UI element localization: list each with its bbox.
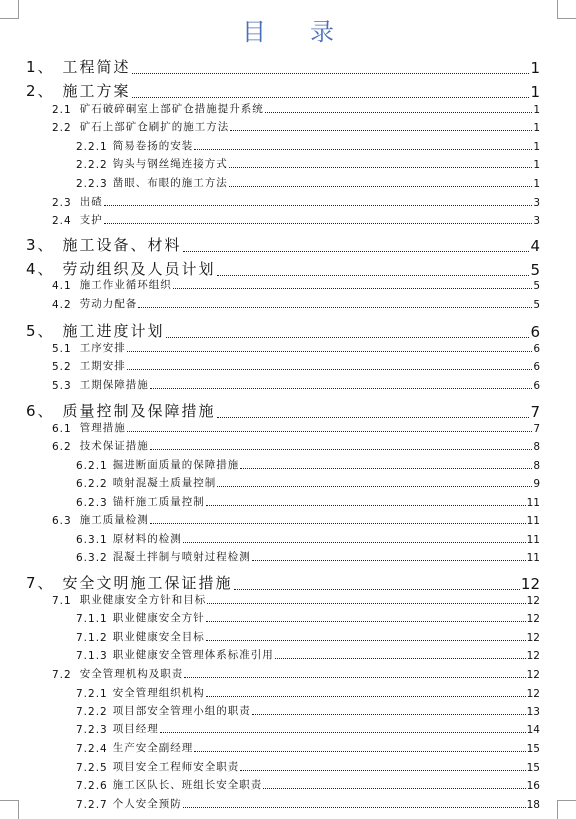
toc-entry-title: 支护 [79, 214, 103, 226]
toc-entry-number: 2.2.3 [76, 178, 108, 190]
toc-page-number: 12 [526, 632, 540, 644]
toc-entry-title: 工序安排 [79, 342, 126, 354]
toc-entry-number: 6.3.1 [76, 534, 108, 546]
toc-page-number: 1 [533, 104, 540, 116]
toc-entry[interactable] [52, 296, 540, 311]
toc-entry-number: 2.2.2 [76, 159, 108, 171]
toc-entry[interactable] [76, 629, 540, 644]
toc-page-number: 18 [526, 799, 540, 811]
toc-leader-dots [206, 611, 526, 623]
toc-entry-number: 2.3 [52, 197, 72, 209]
toc-entry-title: 项目安全工程师安全职责 [112, 761, 240, 773]
toc-entry-number: 6.2.1 [76, 460, 108, 472]
toc-page-number: 5 [533, 280, 540, 292]
toc-entry[interactable] [76, 777, 540, 792]
toc-entry-number: 4.1 [52, 280, 72, 292]
toc-entry-title: 混凝土拌制与喷射过程检测 [112, 551, 251, 563]
toc-entry[interactable] [26, 320, 540, 341]
toc-leader-dots [265, 102, 533, 114]
toc-entry-number: 7、 [26, 574, 55, 592]
toc-entry-title: 个人安全预防 [112, 798, 182, 810]
crop-mark-bottom-right [557, 800, 576, 819]
toc-entry-title: 项目部安全管理小组的职责 [112, 705, 251, 717]
toc-entry[interactable] [76, 175, 540, 190]
toc-leader-dots [230, 120, 532, 132]
toc-page-number: 6 [533, 380, 540, 392]
toc-entry[interactable] [52, 277, 540, 292]
toc-entry-title: 职业健康安全方针和目标 [79, 594, 207, 606]
toc-entry-number: 6.2.2 [76, 478, 108, 490]
toc-entry[interactable] [52, 358, 540, 373]
toc-leader-dots [206, 495, 526, 507]
toc-entry[interactable] [76, 475, 540, 490]
toc-page-number: 12 [526, 688, 540, 700]
toc-leader-dots [150, 439, 533, 451]
toc-leader-dots [252, 550, 526, 562]
toc-entry-title: 工程简述 [62, 58, 131, 76]
toc-leader-dots [240, 760, 525, 772]
toc-entry-title: 质量控制及保障措施 [62, 402, 216, 420]
toc-entry-number: 3、 [26, 236, 55, 254]
toc-entry-title: 职业健康安全方针 [112, 612, 205, 624]
toc-page-number: 15 [526, 762, 540, 774]
toc-entry-number: 4、 [26, 260, 55, 278]
toc-entry-title: 钩头与钢丝绳连接方式 [112, 158, 228, 170]
toc-page-number: 1 [533, 122, 540, 134]
toc-entry-number: 7.1.3 [76, 650, 108, 662]
toc-entry-number: 7.1 [52, 595, 72, 607]
toc-page-number: 16 [526, 780, 540, 792]
toc-entry[interactable] [76, 457, 540, 472]
toc-leader-dots [183, 797, 526, 809]
toc-page-number: 11 [526, 534, 540, 546]
toc-entry[interactable] [52, 592, 540, 607]
toc-entry-number: 5.3 [52, 380, 72, 392]
toc-leader-dots [166, 322, 530, 338]
toc-page-number: 1 [533, 141, 540, 153]
toc-leader-dots [184, 667, 525, 679]
crop-mark-bottom-left [0, 800, 19, 819]
toc-leader-dots [206, 630, 526, 642]
toc-entry-title: 矿石上部矿仓刷扩的施工方法 [79, 121, 230, 133]
toc-leader-dots [127, 359, 533, 371]
toc-entry[interactable] [76, 721, 540, 736]
toc-page-number: 11 [526, 497, 540, 509]
toc-leader-dots [127, 341, 533, 353]
toc-entry-title: 劳动组织及人员计划 [62, 260, 216, 278]
toc-page-number: 8 [533, 460, 540, 472]
toc-entry-title: 劳动力配备 [79, 298, 138, 310]
toc-entry-title: 工期安排 [79, 360, 126, 372]
toc-page-number: 5 [533, 299, 540, 311]
toc-entry-number: 2.2 [52, 122, 72, 134]
toc-page-number: 9 [533, 478, 540, 490]
toc-leader-dots [104, 195, 533, 207]
toc-page-number: 1 [533, 178, 540, 190]
toc-entry-title: 出碴 [79, 196, 103, 208]
toc-leader-dots [217, 402, 530, 418]
toc-leader-dots [263, 778, 525, 790]
toc-entry[interactable] [52, 438, 540, 453]
toc-page-number: 6 [533, 343, 540, 355]
toc-page-number: 1 [533, 159, 540, 171]
toc-entry-number: 7.1.2 [76, 632, 108, 644]
toc-page-number: 12 [520, 575, 540, 593]
toc-leader-dots [217, 476, 532, 488]
toc-page-number: 12 [526, 613, 540, 625]
toc-leader-dots [138, 297, 532, 309]
toc-leader-dots [132, 58, 530, 74]
toc-leader-dots [234, 574, 520, 590]
toc-entry[interactable] [76, 647, 540, 662]
toc-entry-number: 7.2.4 [76, 743, 108, 755]
toc-page-number: 3 [533, 215, 540, 227]
toc-leader-dots [183, 532, 526, 544]
toc-leader-dots [127, 421, 533, 433]
toc-entry-number: 7.2.7 [76, 799, 108, 811]
toc-page-number: 15 [526, 743, 540, 755]
toc-entry-number: 2.4 [52, 215, 72, 227]
toc-page-number: 7 [530, 403, 540, 421]
toc-entry-number: 7.2 [52, 669, 72, 681]
toc-page-number: 1 [530, 83, 540, 101]
toc-entry-title: 矿石破碎硐室上部矿仓措施提升系统 [79, 103, 264, 115]
toc-entry[interactable] [52, 512, 540, 527]
toc-entry-title: 技术保证措施 [79, 440, 149, 452]
toc-page-number: 3 [533, 197, 540, 209]
toc-page-number: 11 [526, 515, 540, 527]
toc-leader-dots [160, 722, 526, 734]
toc-leader-dots [229, 176, 533, 188]
toc-entry-title: 工期保障措施 [79, 379, 149, 391]
toc-entry[interactable] [26, 234, 540, 255]
toc-entry-title: 施工质量检测 [79, 514, 149, 526]
toc-entry[interactable] [76, 156, 540, 171]
toc-leader-dots [207, 593, 525, 605]
toc-leader-dots [252, 704, 526, 716]
toc-entry-title: 管理措施 [79, 422, 126, 434]
toc-entry-title: 施工区队长、班组长安全职责 [112, 779, 263, 791]
toc-entry-title: 施工作业循环组织 [79, 279, 172, 291]
toc-entry-title: 施工进度计划 [62, 322, 165, 340]
toc-entry-number: 7.2.6 [76, 780, 108, 792]
toc-entry[interactable] [26, 56, 540, 77]
toc-page-number: 12 [526, 650, 540, 662]
toc-entry-number: 2.2.1 [76, 141, 108, 153]
toc-leader-dots [194, 741, 525, 753]
toc-entry[interactable] [76, 549, 540, 564]
toc-entry-number: 7.1.1 [76, 613, 108, 625]
toc-leader-dots [104, 213, 533, 225]
toc-entry[interactable] [76, 685, 540, 700]
toc-entry[interactable] [26, 400, 540, 421]
page-title: 目录 [242, 18, 378, 46]
toc-entry-number: 6.2.3 [76, 497, 108, 509]
toc-entry-title: 施工设备、材料 [62, 236, 182, 254]
toc-leader-dots [194, 139, 532, 151]
toc-entry-title: 喷射混凝土质量控制 [112, 477, 217, 489]
toc-entry-number: 5.2 [52, 361, 72, 373]
toc-entry-number: 6.3.2 [76, 552, 108, 564]
toc-entry[interactable] [52, 194, 540, 209]
toc-entry-number: 5.1 [52, 343, 72, 355]
toc-entry-title: 职业健康安全目标 [112, 631, 205, 643]
toc-entry-number: 6、 [26, 402, 55, 420]
toc-page-number: 6 [533, 361, 540, 373]
toc-entry[interactable] [52, 212, 540, 227]
toc-entry-title: 职业健康安全管理体系标准引用 [112, 649, 274, 661]
toc-entry-title: 凿眼、布眼的施工方法 [112, 177, 228, 189]
toc-leader-dots [275, 648, 526, 660]
toc-entry-title: 安全管理组织机构 [112, 687, 205, 699]
toc-entry[interactable] [52, 666, 540, 681]
toc-leader-dots [150, 378, 533, 390]
toc-entry[interactable] [26, 572, 540, 593]
toc-entry-number: 7.2.1 [76, 688, 108, 700]
toc-entry[interactable] [76, 759, 540, 774]
toc-entry[interactable] [52, 101, 540, 116]
toc-entry[interactable] [76, 138, 540, 153]
toc-entry[interactable] [76, 796, 540, 811]
toc-leader-dots [240, 458, 532, 470]
toc-entry-title: 安全文明施工保证措施 [62, 574, 233, 592]
toc-entry-title: 施工方案 [62, 82, 131, 100]
toc-entry[interactable] [76, 494, 540, 509]
toc-entry-number: 7.2.3 [76, 724, 108, 736]
toc-entry-number: 1、 [26, 58, 55, 76]
toc-entry-title: 生产安全副经理 [112, 742, 194, 754]
toc-entry-number: 6.3 [52, 515, 72, 527]
toc-page-number: 14 [526, 724, 540, 736]
toc-page-number: 8 [533, 441, 540, 453]
toc-page-number: 1 [530, 59, 540, 77]
toc-entry-number: 2、 [26, 82, 55, 100]
toc-entry[interactable] [52, 377, 540, 392]
toc-leader-dots [173, 278, 533, 290]
toc-entry[interactable] [76, 740, 540, 755]
toc-entry-title: 项目经理 [112, 723, 159, 735]
toc-entry-title: 掘进断面质量的保障措施 [112, 459, 240, 471]
toc-entry-title: 原材料的检测 [112, 533, 182, 545]
toc-entry[interactable] [26, 80, 540, 101]
toc-page-number: 12 [526, 595, 540, 607]
toc-entry-number: 6.1 [52, 423, 72, 435]
toc-leader-dots [229, 157, 533, 169]
toc-page-number: 7 [533, 423, 540, 435]
toc-entry[interactable] [52, 420, 540, 435]
toc-page-number: 6 [530, 323, 540, 341]
toc-entry-number: 7.2.2 [76, 706, 108, 718]
toc-entry-title: 锚杆施工质量控制 [112, 496, 205, 508]
toc-page-number: 5 [530, 261, 540, 279]
toc-entry-number: 7.2.5 [76, 762, 108, 774]
toc-entry-number: 4.2 [52, 299, 72, 311]
toc-leader-dots [183, 236, 530, 252]
toc-page-number: 12 [526, 669, 540, 681]
toc-page-number: 11 [526, 552, 540, 564]
toc-entry[interactable] [76, 703, 540, 718]
toc-page-number: 13 [526, 706, 540, 718]
toc-entry[interactable] [52, 340, 540, 355]
toc-entry-number: 2.1 [52, 104, 72, 116]
toc-page-number: 4 [530, 237, 540, 255]
toc-entry[interactable] [26, 258, 540, 279]
toc-entry[interactable] [52, 119, 540, 134]
toc-leader-dots [217, 260, 530, 276]
toc-entry-number: 6.2 [52, 441, 72, 453]
toc-leader-dots [132, 82, 530, 98]
toc-entry[interactable] [76, 531, 540, 546]
toc-entry-title: 简易卷扬的安装 [112, 140, 194, 152]
toc-leader-dots [150, 513, 526, 525]
toc-leader-dots [206, 686, 526, 698]
toc-entry[interactable] [76, 610, 540, 625]
toc-entry-title: 安全管理机构及职责 [79, 668, 184, 680]
toc-entry-number: 5、 [26, 322, 55, 340]
